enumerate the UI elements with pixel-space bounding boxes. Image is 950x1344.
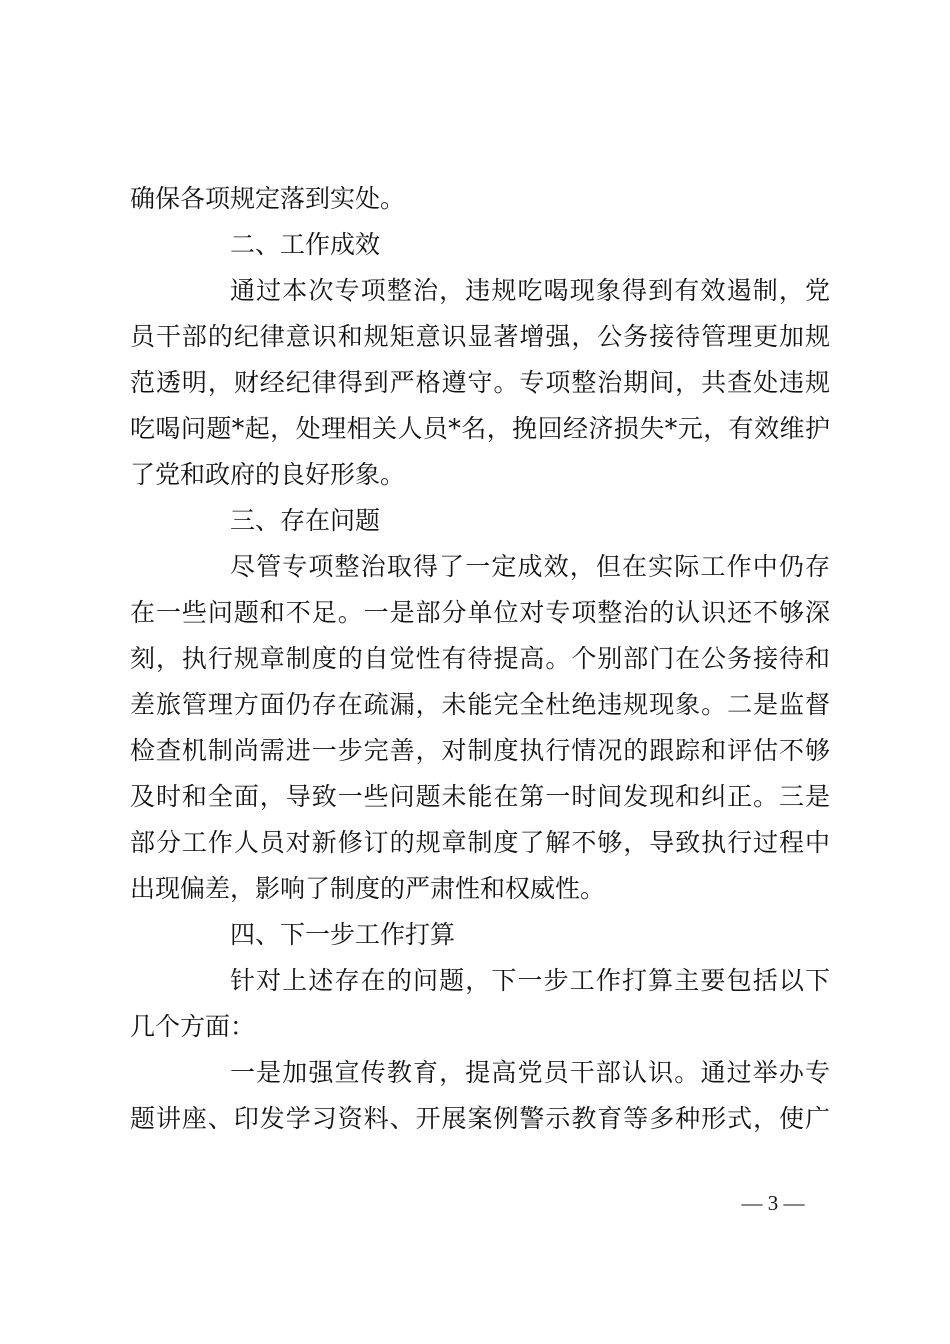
paragraph-line: 刻，执行规章制度的自觉性有待提高。个别部门在公务接待和 — [130, 644, 830, 673]
section-heading-problems: 三、存在问题 — [230, 506, 381, 535]
paragraph-line: 及时和全面，导致一些问题未能在第一时间发现和纠正。三是 — [130, 782, 830, 811]
document-body — [130, 176, 830, 1142]
paragraph-next-steps-intro — [130, 958, 830, 1050]
paragraph-results — [130, 268, 830, 498]
paragraph-problems — [130, 544, 830, 912]
paragraph-line: 差旅管理方面仍存在疏漏，未能完全杜绝违规现象。二是监督 — [130, 690, 830, 719]
paragraph-line: 题讲座、印发学习资料、开展案例警示教育等多种形式，使广 — [130, 1104, 830, 1133]
page-number: — 3 — — [741, 1191, 805, 1215]
paragraph-line: 部分工作人员对新修订的规章制度了解不够，导致执行过程中 — [130, 828, 830, 857]
paragraph-line: 针对上述存在的问题，下一步工作打算主要包括以下 — [230, 966, 830, 995]
paragraph-line: 了党和政府的良好形象。 — [130, 460, 406, 489]
paragraph-line: 通过本次专项整治，违规吃喝现象得到有效遏制，党 — [230, 276, 830, 305]
section-heading-results: 二、工作成效 — [230, 230, 381, 259]
paragraph-line: 确保各项规定落到实处。 — [130, 184, 406, 213]
paragraph-line: 在一些问题和不足。一是部分单位对专项整治的认识还不够深 — [130, 598, 830, 627]
paragraph-next-steps-item-1 — [130, 1050, 830, 1142]
paragraph-line: 检查机制尚需进一步完善，对制度执行情况的跟踪和评估不够 — [130, 736, 830, 765]
paragraph-line: 吃喝问题*起，处理相关人员*名，挽回经济损失*元，有效维护 — [130, 414, 830, 443]
paragraph-line: 一是加强宣传教育，提高党员干部认识。通过举办专 — [230, 1058, 830, 1087]
paragraph-line: 员干部的纪律意识和规矩意识显著增强，公务接待管理更加规 — [130, 322, 830, 351]
section-heading-next-steps: 四、下一步工作打算 — [230, 920, 456, 949]
paragraph-line: 出现偏差，影响了制度的严肃性和权威性。 — [130, 874, 606, 903]
paragraph-line: 几个方面： — [130, 1012, 256, 1041]
paragraph-line: 尽管专项整治取得了一定成效，但在实际工作中仍存 — [230, 552, 830, 581]
paragraph-line: 范透明，财经纪律得到严格遵守。专项整治期间，共查处违规 — [130, 368, 830, 397]
